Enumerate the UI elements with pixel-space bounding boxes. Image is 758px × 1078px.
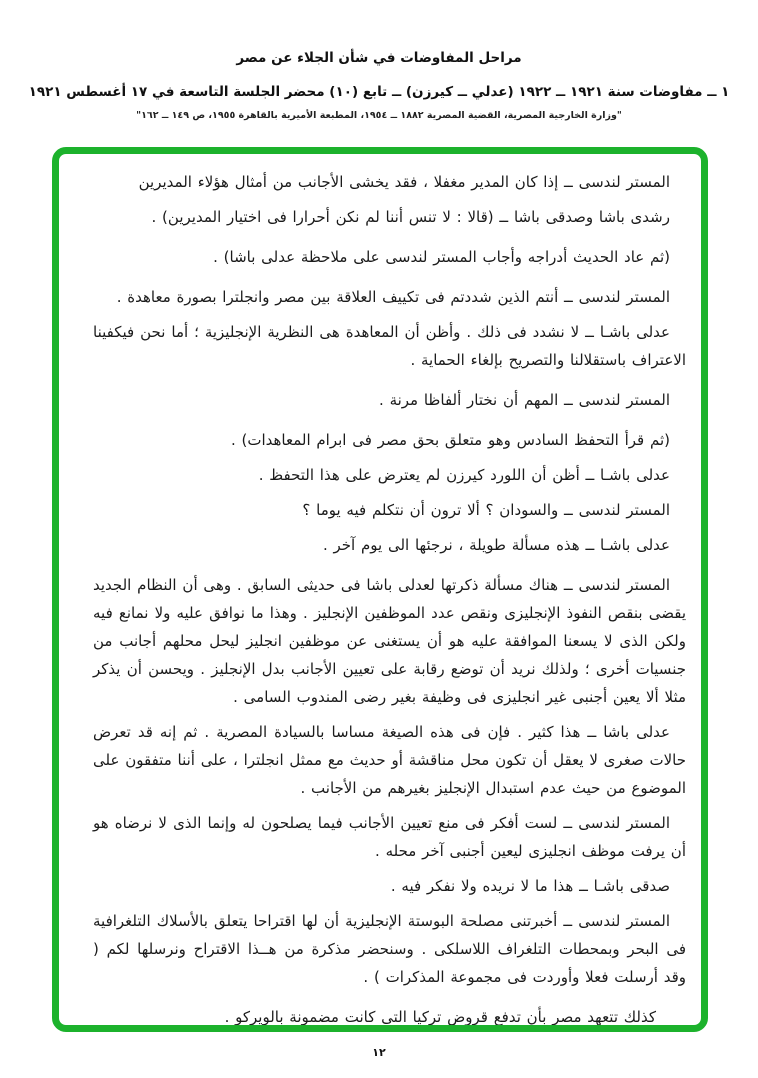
- dialogue-paragraph: صدقى باشـا ــ هذا ما لا نريده ولا نفكر فيه .: [390, 877, 670, 895]
- source-citation: "وزارة الخارجية المصرية، القضية المصرية ١٨٨٢ ــ ١٩٥٤، المطبعة الأميرية بالقاهرة ١٩٥٥، ص ١٤٩ ــ ١٦٢": [136, 110, 622, 121]
- stage-direction-paragraph: (ثم عاد الحديث أدراجه وأجاب المستر لندسى على ملاحظة عدلى باشا) .: [213, 248, 670, 266]
- document-title: مراحل المفاوضات في شأن الجلاء عن مصر: [236, 50, 522, 66]
- dialogue-paragraph: عدلى باشـا ــ أظن أن اللورد كيرزن لم يعترض على هذا التحفظ .: [258, 466, 670, 484]
- dialogue-paragraph: رشدى باشا وصدقى باشا ــ (قالا : لا تنس أننا لم نكن أحرارا فى اختيار المديرين) .: [151, 208, 670, 226]
- dialogue-paragraph: المستر لندسى ــ والسودان ؟ ألا ترون أن نتكلم فيه يوما ؟: [302, 501, 670, 519]
- dialogue-paragraph: المستر لندسى ــ إذا كان المدير مغفلا ، فقد يخشى الأجانب من أمثال هؤلاء المديرين: [138, 173, 670, 191]
- dialogue-paragraph: عدلى باشـا ــ هذه مسألة طويلة ، نرجئها الى يوم آخر .: [322, 536, 670, 554]
- page-number: ١٢: [372, 1046, 386, 1059]
- highlight-box: [52, 147, 708, 1032]
- dialogue-paragraph: عدلى باشـا ــ لا نشدد فى ذلك . وأظن أن المعاهدة هى النظرية الإنجليزية ؛ أما نحن فيكفينا الاعتراف باستقلالنا والتصريح بإلغاء الحماية .: [93, 323, 686, 369]
- catalog-line: ١ ــ مفاوضات سنة ١٩٢١ ــ ١٩٢٢ (عدلي ــ كيرزن) ــ تابع (١٠) محضر الجلسة التاسعة في ١٧ أغسطس ١٩٢١: [28, 84, 730, 100]
- stage-direction-paragraph: (ثم قرأ التحفظ السادس وهو متعلق بحق مصر فى ابرام المعاهدات) .: [230, 431, 670, 449]
- dialogue-paragraph: المستر لندسى ــ لست أفكر فى منع تعيين الأجانب فيما يصلحون له وإنما الذى لا نرضاه هو أن يرفت موظف انجليزى ليعين أجنبى آخر محله .: [93, 814, 686, 860]
- dialogue-paragraph: المستر لندسى ــ هناك مسألة ذكرتها لعدلى باشا فى حديثى السابق . وهى أن النظام الجديد يقضى بنقص النفوذ الإنجليزى ونقص عدد الموظفين الإنجليز . وهذا ما نوافق عليه ولا نمانع فيه ولكن الذى لا يسعنا الموافقة عليه هو أن يستغنى عن موظفين انجليز ليحل محلهم أجانب من جنسيات أخرى ؛ ولذلك نريد أن توضع رقابة على تعيين الأجانب بدل الإنجليز . ويحسن أن يذكر مثلا ألا يعين أجنبى غير انجليزى فى وظيفة بغير رضى المندوب السامى .: [93, 576, 686, 706]
- dialogue-paragraph: عدلى باشا ــ هذا كثير . فإن فى هذه الصيغة مساسا بالسيادة المصرية . ثم إنه قد تعرض حالات صغرى لا يعقل أن تكون محل مناقشة أو حديث مع ممثل انجلترا ، على أننا متفقون على الموضوع من حيث عدم استبدال الإنجليز بغيرهم من الأجانب .: [93, 723, 686, 797]
- dialogue-paragraph: المستر لندسى ــ أخبرتنى مصلحة البوستة الإنجليزية أن لها اقتراحا يتعلق بالأسلاك التلغرافية فى البحر وبمحطات التلغراف اللاسلكى . وسنحضر مذكرة من هــذا الاقتراح ونرسلها لكم ( وقد أرسلت فعلا وأوردت فى مجموعة المذكرات ) .: [93, 912, 686, 986]
- dialogue-paragraph: المستر لندسى ــ أنتم الذين شددتم فى تكييف العلاقة بين مصر وانجلترا بصورة معاهدة .: [116, 288, 670, 306]
- dialogue-paragraph: المستر لندسى ــ المهم أن نختار ألفاظا مرنة .: [379, 391, 670, 409]
- closing-paragraph: كذلك تتعهد مصر بأن تدفع قروض تركيا التى كانت مضمونة بالويركو .: [224, 1008, 656, 1026]
